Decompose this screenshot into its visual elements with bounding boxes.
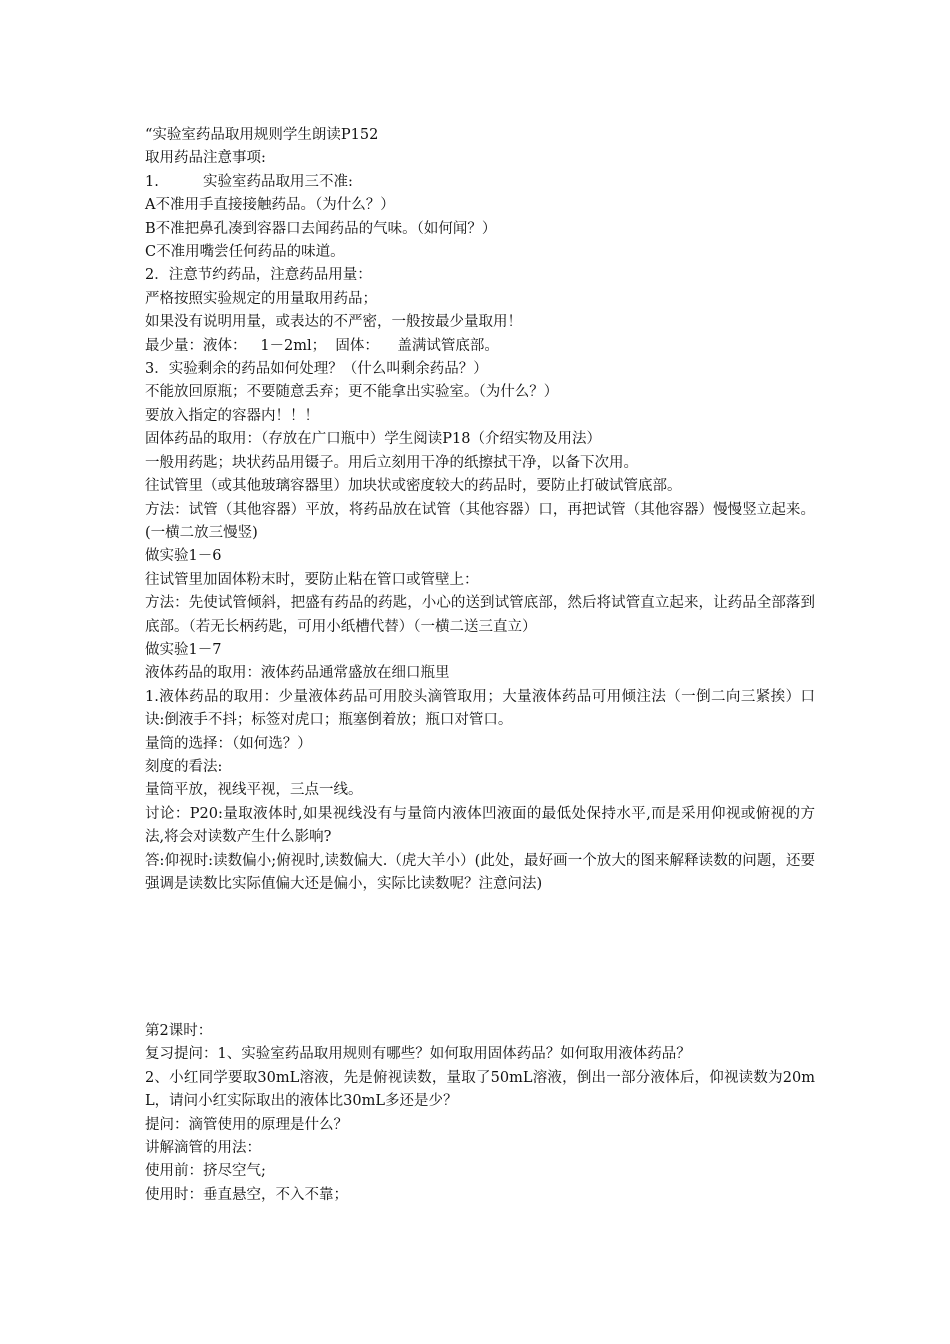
text-line: C不准用嘴尝任何药品的味道。 <box>145 244 345 261</box>
text-line: 量筒的选择：（如何选？） <box>145 735 312 752</box>
list-text: 实验室药品取用三不准: <box>203 173 353 190</box>
section-heading: 第2课时： <box>145 1023 213 1039</box>
text-line: 液体药品的取用：液体药品通常盛放在细口瓶里 <box>145 665 450 682</box>
text-line: “实验室药品取用规则学生朗读P152 <box>145 127 379 143</box>
text-paragraph: 方法：先使试管倾斜，把盛有药品的药匙，小心的送到试管底部，然后将试管直立起来，让药品全部落到底部。（若无长柄药匙，可用小纸槽代替）（一横二送三直立） <box>145 595 815 635</box>
text-line: 如果没有说明用量，或表达的不严密，一般按最少量取用！ <box>145 314 522 331</box>
text-line: 要放入指定的容器内！！！ <box>145 407 319 424</box>
text-line: 提问：滴管使用的原理是什么？ <box>145 1116 348 1133</box>
text-line: 使用前：挤尽空气; <box>145 1163 266 1180</box>
text-paragraph: 方法：试管（其他容器）平放，将药品放在试管（其他容器）口，再把试管（其他容器）慢慢竖立起来。(一横二放三慢竖) <box>145 501 815 541</box>
list-number: 1. <box>145 173 159 190</box>
text-line: 3．实验剩余的药品如何处理？（什么叫剩余药品？） <box>145 361 488 378</box>
text-line: 刻度的看法: <box>145 758 223 775</box>
text-paragraph: 1.液体药品的取用：少量液体药品可用胶头滴管取用；大量液体药品可用倾注法（一倒二向三紧挨）口诀:倒液手不抖；标签对虎口；瓶塞倒着放；瓶口对管口。 <box>145 688 815 729</box>
text-paragraph: 答:仰视时:读数偏小;俯视时,读数偏大.（虎大羊小）(此处，最好画一个放大的图来解释读数的问题，还要强调是读数比实际值偏大还是偏小，实际比读数呢？注意问法) <box>145 852 815 892</box>
text-line: 一般用药匙；块状药品用镊子。用后立刻用干净的纸擦拭干净，以备下次用。 <box>145 454 638 471</box>
text-line: 最少量：液体： 1－2ml； 固体： 盖满试管底部。 <box>145 337 499 354</box>
text-paragraph: 2、小红同学要取30mL溶液，先是俯视读数，量取了50mL溶液，倒出一部分液体后，仰视读数为20mL，请问小红实际取出的液体比30mL多还是少？ <box>145 1069 815 1110</box>
lesson-part-1 <box>145 124 815 896</box>
text-line: 往试管里（或其他玻璃容器里）加块状或密度较大的药品时，要防止打破试管底部。 <box>145 478 682 495</box>
text-line: 固体药品的取用：（存放在广口瓶中）学生阅读P18（介绍实物及用法） <box>145 431 601 448</box>
text-line: 量筒平放，视线平视，三点一线。 <box>145 782 363 799</box>
text-line: 做实验1－7 <box>145 641 222 658</box>
text-line: A不准用手直接接触药品。（为什么？） <box>145 197 395 214</box>
text-line: B不准把鼻孔凑到容器口去闻药品的气味。（如何闻？） <box>145 220 497 237</box>
text-line: 使用时：垂直悬空，不入不靠； <box>145 1186 348 1203</box>
text-line: 讲解滴管的用法： <box>145 1140 261 1157</box>
lesson-part-2 <box>145 1020 815 1207</box>
text-line <box>145 171 815 194</box>
text-line: 严格按照实验规定的用量取用药品； <box>145 290 377 307</box>
text-line: 2．注意节约药品，注意药品用量： <box>145 267 372 284</box>
text-line: 做实验1－6 <box>145 548 222 565</box>
text-paragraph: 讨论：P20:量取液体时,如果视线没有与量筒内液体凹液面的最低处保持水平,而是采用仰视或俯视的方法,将会对读数产生什么影响? <box>145 805 815 846</box>
text-line: 取用药品注意事项: <box>145 150 266 167</box>
text-line: 往试管里加固体粉末时，要防止粘在管口或管壁上： <box>145 571 479 588</box>
text-line: 不能放回原瓶；不要随意丢弃；更不能拿出实验室。（为什么？） <box>145 384 559 401</box>
text-line: 复习提问：1、实验室药品取用规则有哪些？如何取用固体药品？如何取用液体药品？ <box>145 1046 691 1063</box>
